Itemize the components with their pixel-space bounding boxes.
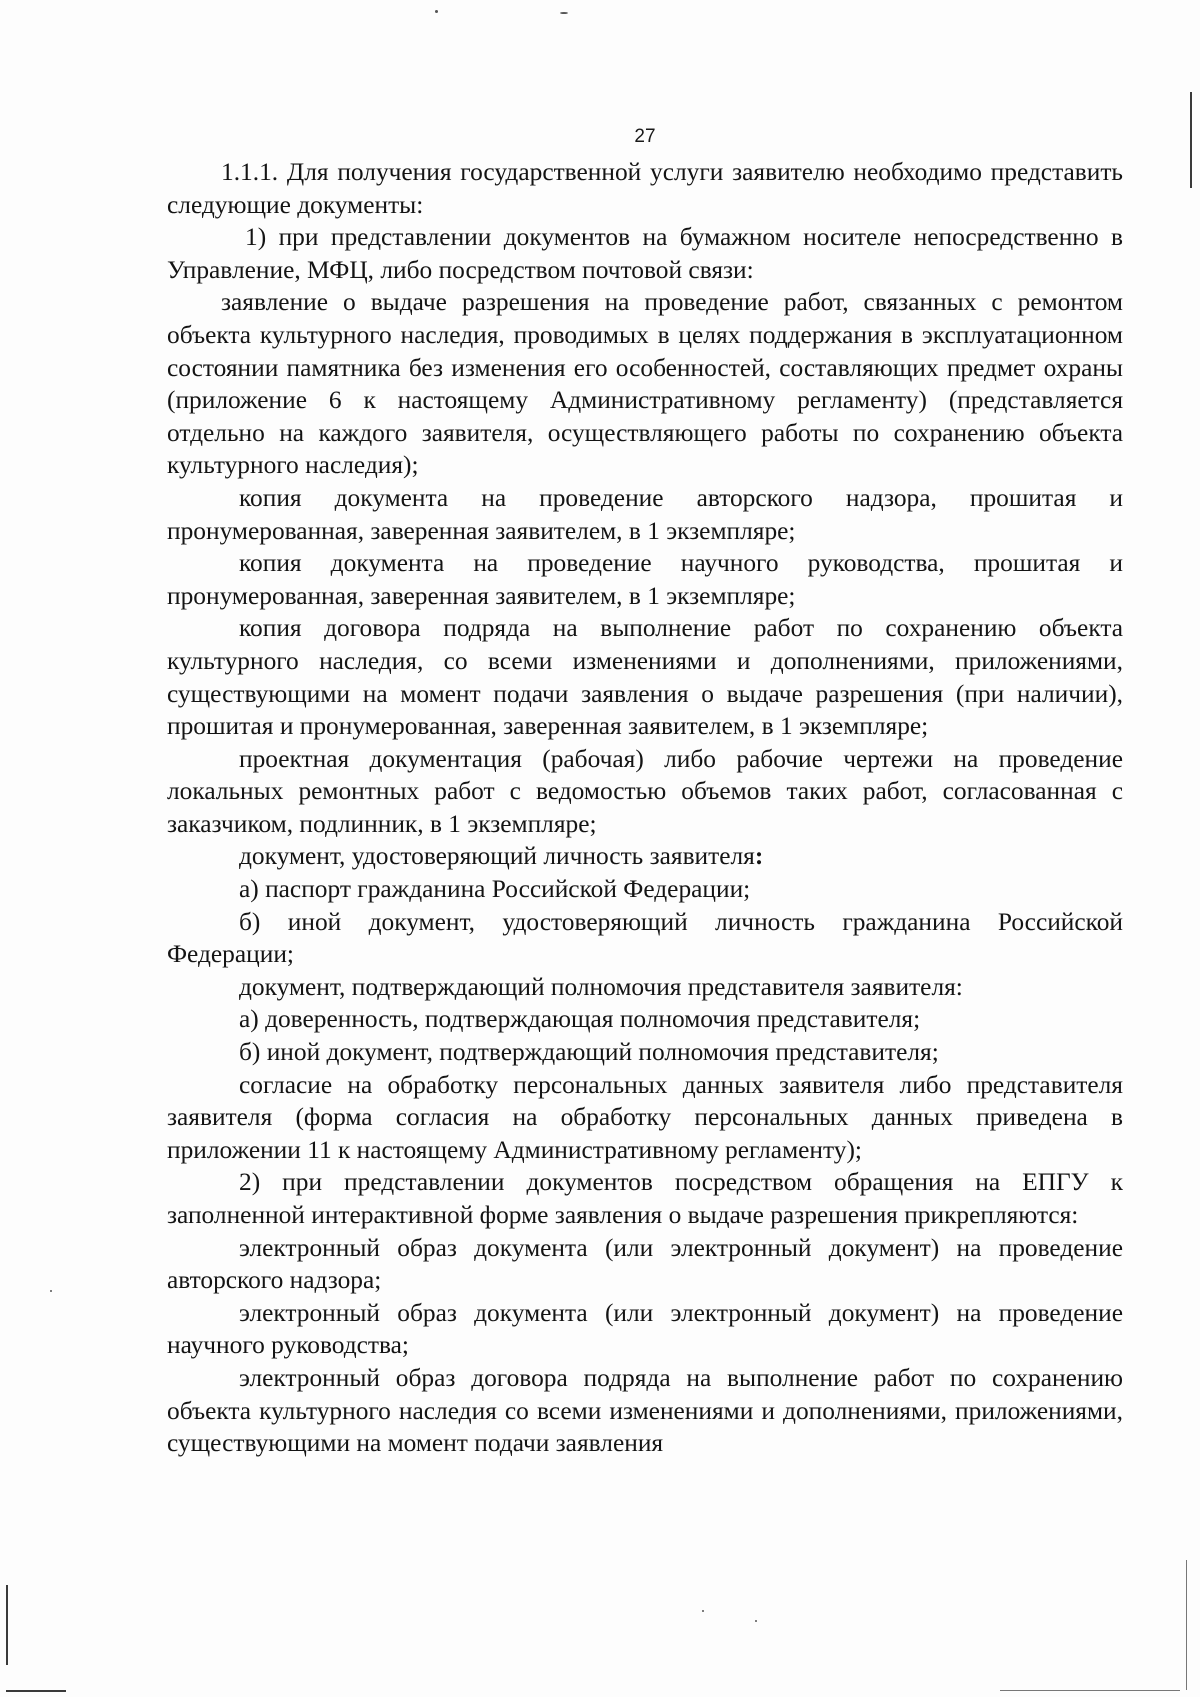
page-number: 27 [634, 126, 656, 147]
paragraph-personal-data-consent: согласие на обработку персональных данных заявителя либо представителя заявителя (форма согласия на обработку персональных данных приведена в приложении 11 к настоящему Административному регламенту); [167, 1070, 1123, 1164]
scan-artifact-left-line [6, 1585, 8, 1665]
paragraph-electronic-author-supervision: электронный образ документа (или электронный документ) на проведение авторского надзора; [167, 1233, 1123, 1295]
paragraph-project-documentation: проектная документация (рабочая) либо рабочие чертежи на проведение локальных ремонтных работ с ведомостью объемов таких работ, согласованная с заказчиком, подлинник, в 1 экземпляре; [167, 744, 1123, 838]
paragraph-contract-copy: копия договора подряда на выполнение работ по сохранению объекта культурного наследия, со всеми изменениями и дополнениями, приложениями, существующими на момент подачи заявления о выдаче разрешения (при наличии), прошитая и пронумерованная, заверенная заявителем, в 1 экземпляре; [167, 614, 1123, 741]
paragraph-application: заявление о выдаче разрешения на проведение работ, связанных с ремонтом объекта культурного наследия, проводимых в целях поддержания в эксплуатационном состоянии памятника без изменения его особенностей, составляющих предмет охраны (приложение 6 к настоящему Административному регламенту) (представляется отдельно на каждого заявителя, осуществляющего работы по сохранению объекта культурного наследия); [167, 288, 1123, 480]
document-body [167, 156, 1123, 1460]
paragraph-other-identity-document: б) иной документ, удостоверяющий личность гражданина Российской Федерации; [167, 907, 1123, 969]
scan-artifact-bottom-right-line [1000, 1690, 1180, 1691]
paragraph-author-supervision-copy: копия документа на проведение авторского надзора, прошитая и пронумерованная, заверенная заявителем, в 1 экземпляре; [167, 483, 1123, 545]
scan-artifact-speck [560, 12, 568, 14]
identity-document-colon: : [754, 842, 764, 871]
paragraph-1-1-1: 1.1.1. Для получения государственной услуги заявителю необходимо представить следующие документы: [167, 158, 1123, 219]
paragraph-electronic-scientific-guidance: электронный образ документа (или электронный документ) на проведение научного руководства; [167, 1298, 1123, 1360]
paragraph-power-of-attorney: а) доверенность, подтверждающая полномочия представителя; [239, 1005, 921, 1034]
paragraph-scientific-guidance-copy: копия документа на проведение научного руководства, прошитая и пронумерованная, заверенная заявителем, в 1 экземпляре; [167, 549, 1123, 610]
paragraph-passport: а) паспорт гражданина Российской Федерации; [239, 875, 751, 904]
paragraph-representative-authority: документ, подтверждающий полномочия представителя заявителя: [239, 972, 963, 1001]
paragraph-identity-document [167, 840, 1123, 873]
scan-artifact-speck [50, 1290, 52, 1292]
paragraph-electronic-contract: электронный образ договора подряда на выполнение работ по сохранению объекта культурного наследия со всеми изменениями и дополнениями, приложениями, существующими на момент подачи заявления [167, 1363, 1123, 1458]
paragraph-other-authority-document: б) иной документ, подтверждающий полномочия представителя; [239, 1038, 939, 1067]
scan-artifact-bottom-right-vertical [1186, 1560, 1187, 1690]
scan-artifact-speck [755, 1620, 757, 1622]
identity-document-text: документ, удостоверяющий личность заявителя [239, 842, 755, 871]
scan-artifact-speck [702, 1610, 704, 1612]
paragraph-item-1: 1) при представлении документов на бумажном носителе непосредственно в Управление, МФЦ, либо посредством почтовой связи: [167, 223, 1123, 284]
paragraph-item-2-epgu: 2) при представлении документов посредством обращения на ЕПГУ к заполненной интерактивной форме заявления о выдаче разрешения прикрепляются: [167, 1168, 1123, 1229]
scan-artifact-bottom-left-line [6, 1690, 66, 1692]
scan-artifact-speck [435, 10, 438, 13]
